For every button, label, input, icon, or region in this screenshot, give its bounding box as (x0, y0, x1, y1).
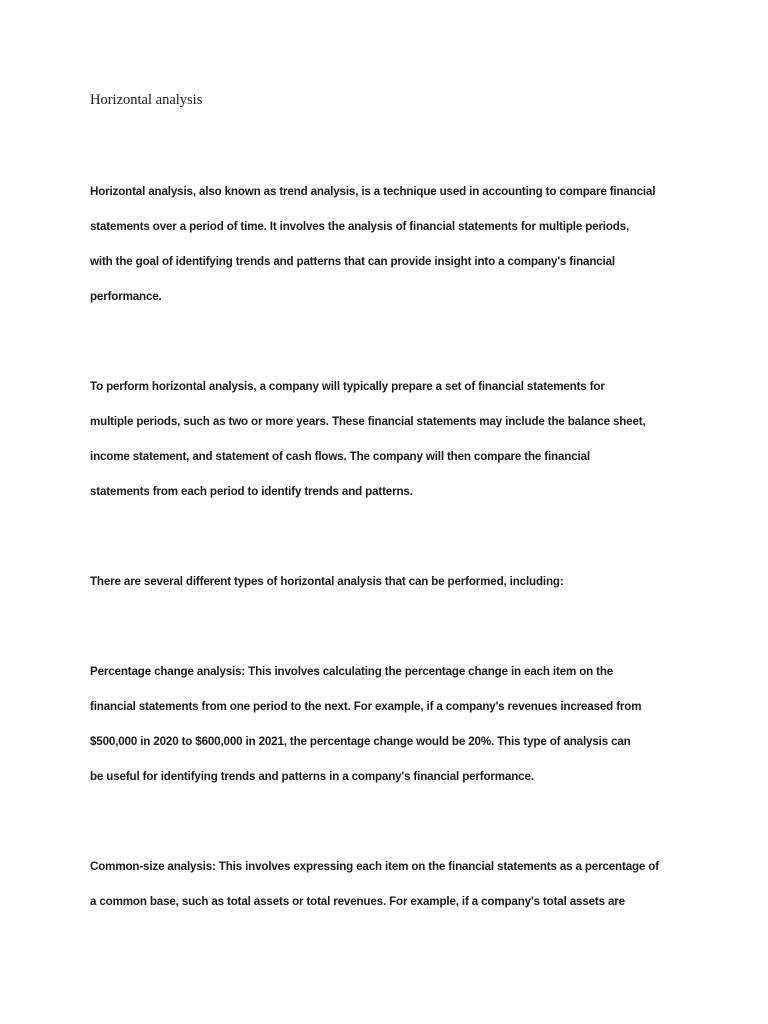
text-line: multiple periods, such as two or more years. These financial statements may include the balance sheet, (90, 415, 646, 428)
paragraph-procedure (90, 377, 690, 517)
text-line: be useful for identifying trends and patterns in a company's financial performance. (90, 770, 534, 783)
text-line: To perform horizontal analysis, a company will typically prepare a set of financial statements for (90, 380, 605, 393)
text-line: performance. (90, 290, 162, 303)
paragraph-percentage-change (90, 662, 690, 802)
text-line: Percentage change analysis: This involves calculating the percentage change in each item on the (90, 665, 614, 678)
text-line: There are several different types of horizontal analysis that can be performed, including: (90, 575, 564, 588)
text-line: statements over a period of time. It involves the analysis of financial statements for multiple periods, (90, 220, 630, 233)
document-title: Horizontal analysis (90, 92, 203, 108)
paragraph-common-size (90, 857, 690, 927)
text-line: with the goal of identifying trends and patterns that can provide insight into a company's financial (90, 255, 615, 268)
text-line: financial statements from one period to the next. For example, if a company's revenues increased from (90, 700, 642, 713)
text-line: $500,000 in 2020 to $600,000 in 2021, the percentage change would be 20%. This type of analysis can (90, 735, 631, 748)
text-line: a common base, such as total assets or total revenues. For example, if a company's total assets are (90, 895, 625, 908)
paragraph-types-intro (90, 572, 690, 607)
text-line: Horizontal analysis, also known as trend analysis, is a technique used in accounting to compare financial (90, 185, 656, 198)
text-line: Common-size analysis: This involves expressing each item on the financial statements as a percentage of (90, 860, 659, 873)
paragraph-definition (90, 182, 690, 322)
text-line: income statement, and statement of cash flows. The company will then compare the financial (90, 450, 590, 463)
text-line: statements from each period to identify trends and patterns. (90, 485, 413, 498)
